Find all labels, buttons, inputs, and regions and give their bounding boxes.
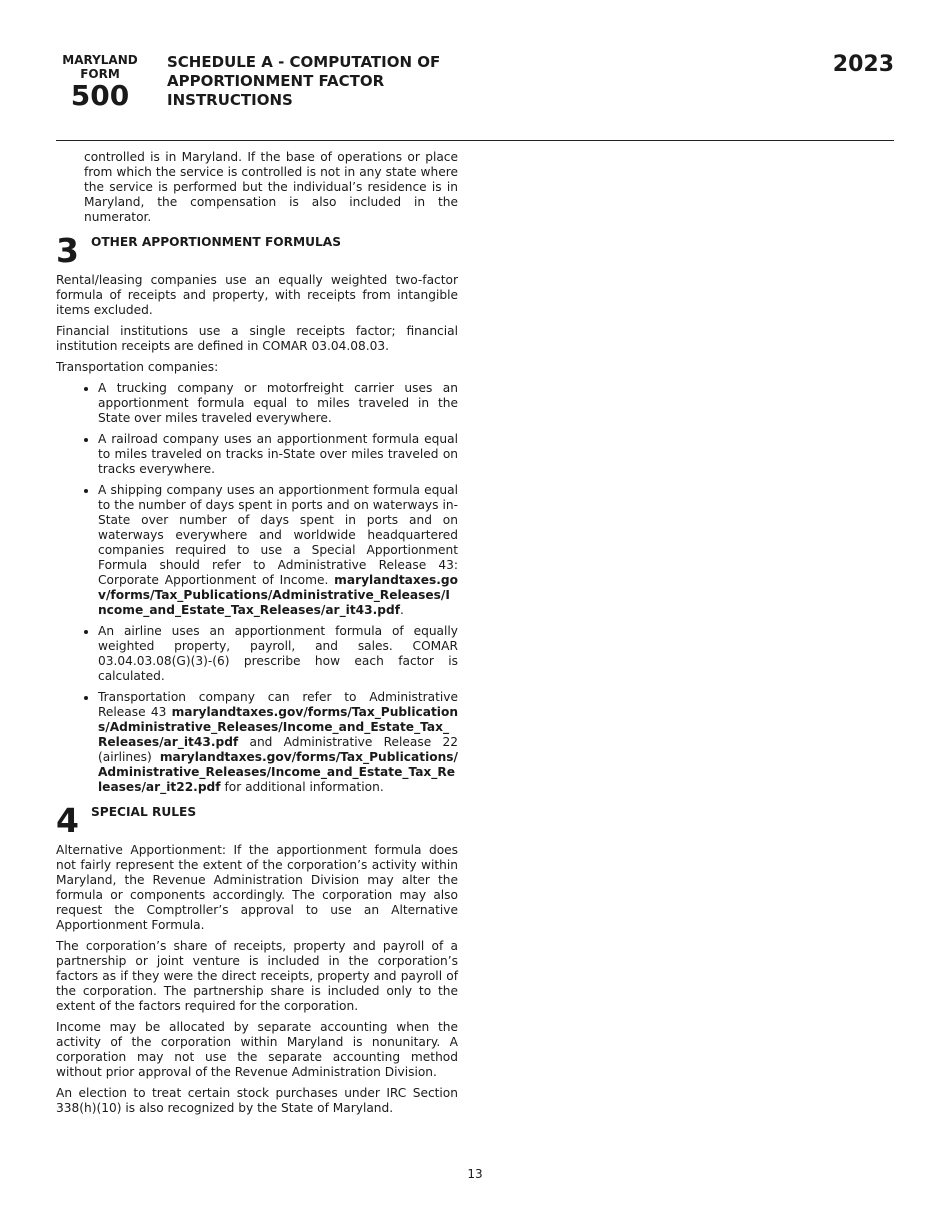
section-3-heading bbox=[56, 231, 458, 271]
list-item: • A shipping company uses an apportionment formula equal to the number of days spent in ports and on waterways in-State over number of days spent in ports and on waterways everywhere and worldwide headquartered companies required to use a Special Apportionment Formula should refer to Administrative Release 43: Corporate Apportionment of Income. marylandtaxes.gov/forms/Tax_Publications/Administrative_Releases/Income_and_Estate_Tax_Releases/ar_it43.pdf. bbox=[98, 483, 458, 618]
list-item: • An airline uses an apportionment formula of equally weighted property, payroll, and sales. COMAR 03.04.03.08(G)(3)-(6) prescribe how each factor is calculated. bbox=[98, 624, 458, 684]
title-line-3: INSTRUCTIONS bbox=[167, 91, 293, 109]
section-4-paragraph: An election to treat certain stock purchases under IRC Section 338(h)(10) is also recognized by the State of Maryland. bbox=[56, 1086, 458, 1115]
section-4-title: SPECIAL RULES bbox=[91, 805, 197, 819]
section-3-title: OTHER APPORTIONMENT FORMULAS bbox=[91, 235, 342, 249]
content-column bbox=[56, 150, 458, 1122]
form-number: 500 bbox=[70, 79, 130, 112]
intro-continuation: controlled is in Maryland. If the base of operations or place from which the service is controlled is not in any state where the service is performed but the individual’s residence is in Maryland, the compensation is also included in the numerator. bbox=[84, 150, 458, 224]
section-4-number: 4 bbox=[56, 801, 79, 840]
ar22-link[interactable]: marylandtaxes.gov/forms/Tax_Publications/Administrative_Releases/Income_and_Estate_Tax_Releases/ar_it22.pdf bbox=[98, 750, 458, 794]
page-title bbox=[167, 53, 497, 110]
form-id-block bbox=[56, 53, 144, 111]
list-item: • Transportation company can refer to Administrative Release 43 marylandtaxes.gov/forms/Tax_Publications/Administrative_Releases/Income_and_Estate_Tax_Releases/ar_it43.pdf and Administrative Release 22 (airlines) marylandtaxes.gov/forms/Tax_Publications/Administrative_Releases/Income_and_Estate_Tax_Releases/ar_it22.pdf for additional information. bbox=[98, 690, 458, 795]
state-label: MARYLAND bbox=[62, 53, 138, 67]
section-3-number: 3 bbox=[56, 231, 79, 270]
section-4-paragraph: Alternative Apportionment: If the apportionment formula does not fairly represent the extent of the corporation’s activity within Maryland, the Revenue Administration Division may alter the formula or components accordingly. The corporation may also request the Comptroller’s approval to use an Alternative Apportionment Formula. bbox=[56, 843, 458, 932]
section-4-paragraph: The corporation’s share of receipts, property and payroll of a partnership or joint venture is included in the corporation’s factors as if they were the direct receipts, property and payroll of the corporation. The partnership share is included only to the extent of the factors required for the corporation. bbox=[56, 939, 458, 1013]
ar43-link[interactable]: marylandtaxes.gov/forms/Tax_Publications/Administrative_Releases/Income_and_Estate_Tax_Releases/ar_it43.pdf bbox=[98, 573, 458, 617]
section-3-paragraph: Financial institutions use a single receipts factor; financial institution receipts are defined in COMAR 03.04.08.03. bbox=[56, 324, 458, 353]
title-line-2: APPORTIONMENT FACTOR bbox=[167, 72, 385, 90]
transportation-list bbox=[56, 381, 458, 795]
header-divider bbox=[56, 140, 894, 141]
page-number: 13 bbox=[467, 1167, 483, 1181]
title-line-1: SCHEDULE A - COMPUTATION OF bbox=[167, 53, 441, 71]
section-3-paragraph: Rental/leasing companies use an equally weighted two-factor formula of receipts and property, with receipts from intangible items excluded. bbox=[56, 273, 458, 317]
ar43-link[interactable]: marylandtaxes.gov/forms/Tax_Publications/Administrative_Releases/Income_and_Estate_Tax_Releases/ar_it43.pdf bbox=[98, 705, 458, 749]
form-label: FORM bbox=[80, 67, 120, 81]
section-3-paragraph: Transportation companies: bbox=[56, 360, 219, 374]
section-4-paragraph: Income may be allocated by separate accounting when the activity of the corporation within Maryland is nonunitary. A corporation may not use the separate accounting method without prior approval of the Revenue Administration Division. bbox=[56, 1020, 458, 1079]
list-item: • A railroad company uses an apportionment formula equal to miles traveled on tracks in-State over miles traveled on tracks everywhere. bbox=[98, 432, 458, 477]
list-item: • A trucking company or motorfreight carrier uses an apportionment formula equal to miles traveled in the State over miles traveled everywhere. bbox=[98, 381, 458, 426]
tax-year: 2023 bbox=[832, 52, 894, 77]
section-4-heading bbox=[56, 801, 458, 841]
